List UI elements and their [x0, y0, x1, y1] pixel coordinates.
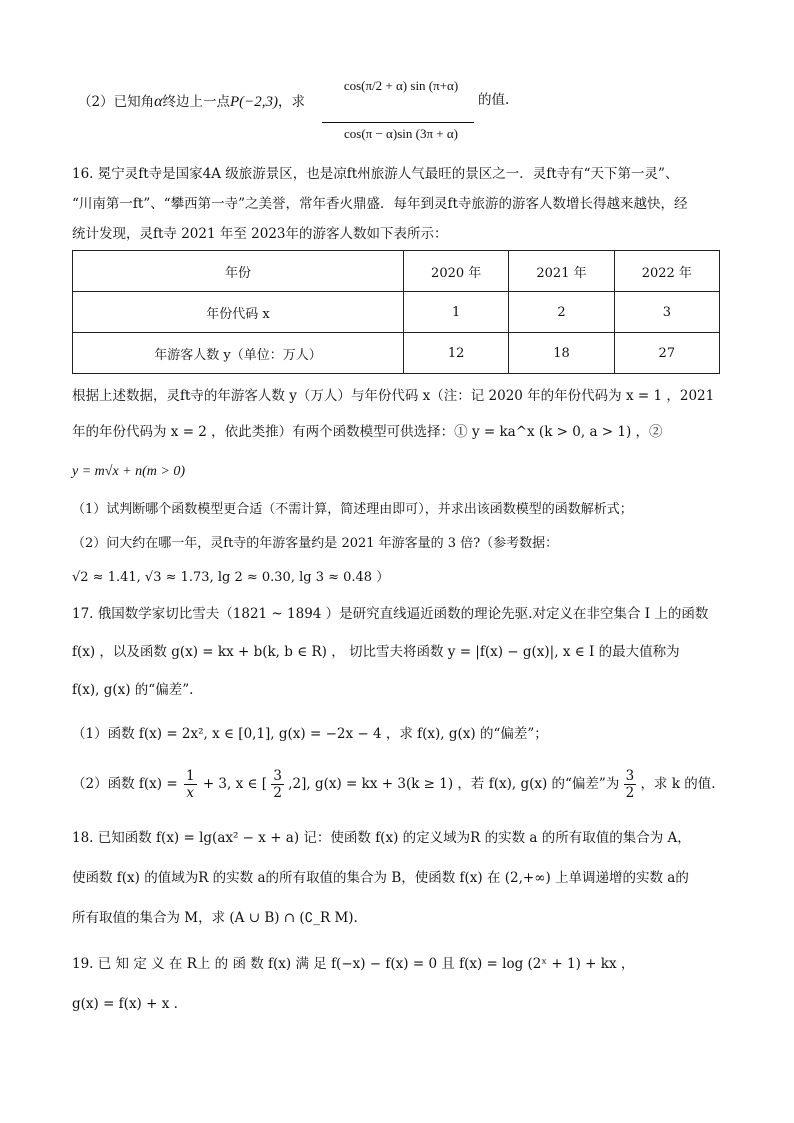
p18-line3: 所有取值的集合为 M，求 (A ∪ B) ∩ (∁_R M).: [72, 910, 358, 926]
p16-q2: （2）问大约在哪一年，灵ft寺的年游客量约是 2021 年游客量的 3 倍?（参考数据：: [72, 536, 559, 551]
p15-fraction-bar: [322, 122, 474, 123]
p17-frac-1-over-x: [184, 768, 197, 801]
table-cell: 12: [404, 333, 509, 374]
p17-q2-part-c: ,2], g(x) = kx + 3(k ≥ 1) ，若 f(x), g(x) 的“偏差”为: [288, 776, 620, 793]
table-cell: 2020 年: [404, 251, 509, 292]
p15-ask: ，求: [278, 94, 306, 110]
p19-line1: 19. 已 知 定 义 在 R上 的 函 数 f(x) 满 足 f(−x) − f(x) = 0 且 f(x) = log (2ˣ + 1) + kx ，: [72, 956, 635, 972]
table-cell: 2021 年: [509, 251, 614, 292]
p17-q2-part-b: + 3, x ∈ [: [202, 776, 268, 793]
p18-line1: 18. 已知函数 f(x) = lg(ax² − x + a) 记：使函数 f(x) 的定义域为R 的实数 a 的所有取值的集合为 A，: [72, 830, 691, 846]
table-cell: 年份代码 x: [73, 292, 404, 333]
p17-q2-part-a: （2）函数 f(x) =: [72, 776, 178, 793]
p19-line2: g(x) = f(x) + x .: [72, 996, 178, 1012]
p15-numerator: cos(π/2 + α) sin (π+α): [343, 78, 459, 93]
p16-line1: 16. 冕宁灵ft寺是国家4A 级旅游景区，也是凉ft州旅游人气最旺的景区之一．灵ft寺有“天下第一灵”、: [72, 166, 679, 182]
point-p: P(−2,3): [230, 94, 279, 110]
alpha-symbol: α: [154, 93, 163, 110]
table-cell: 18: [509, 333, 614, 374]
p16-line2: “川南第一ft”、“攀西第一寺”之美誉，常年香火鼎盛．每年到灵ft寺旅游的游客人数增长得越来越快，经: [72, 196, 688, 212]
p15-suffix: 的值.: [478, 92, 510, 108]
p17-frac-3-over-2: [271, 768, 284, 801]
table-cell: 1: [404, 292, 509, 333]
table-cell: 3: [614, 292, 719, 333]
p16-after1: 根据上述数据，灵ft寺的年游客人数 y（万人）与年份代码 x（注：记 2020 年的年份代码为 x = 1 ，2021: [72, 388, 715, 404]
p16-ref: √2 ≈ 1.41, √3 ≈ 1.73, lg 2 ≈ 0.30, lg 3 ≈ 0.48 ）: [72, 570, 390, 585]
table-row: [73, 251, 720, 292]
p17-line3: f(x), g(x) 的“偏差”.: [72, 682, 194, 698]
p16-after3: y = m√x + n(m > 0): [72, 464, 185, 479]
p17-line1: 17. 俄国数学家切比雪夫（1821 ~ 1894 ）是研究直线逼近函数的理论先驱.对定义在非空集合 I 上的函数: [72, 606, 709, 622]
table-cell: 2022 年: [614, 251, 719, 292]
p17-q2-part-d: ，求 k 的值.: [640, 776, 716, 793]
p18-line2: 使函数 f(x) 的值域为R 的实数 a的所有取值的集合为 B，使函数 f(x) 在 (2,+∞) 上单调递增的实数 a的: [72, 870, 689, 886]
p16-after2: 年的年份代码为 x = 2 ，依此类推）有两个函数模型可供选择：① y = ka^x (k > 0, a > 1) ，②: [72, 424, 663, 440]
p17-q1: （1）函数 f(x) = 2x², x ∈ [0,1], g(x) = −2x − 4 ，求 f(x), g(x) 的“偏差”；: [72, 726, 548, 742]
p17-q2: [72, 768, 716, 801]
table-cell: 2: [509, 292, 614, 333]
table-cell: 年份: [73, 251, 404, 292]
frac-numerator: 3: [625, 768, 635, 784]
p16-line3: 统计发现，灵ft寺 2021 年至 2023年的游客人数如下表所示：: [72, 226, 448, 242]
frac-denominator: 2: [625, 785, 635, 802]
frac-denominator: x: [186, 785, 195, 802]
p15-denominator: cos(π − α)sin (3π + α): [344, 126, 458, 141]
p15-mid: 终边上一点: [162, 94, 230, 110]
table-row: [73, 333, 720, 374]
table-cell: 年游客人数 y（单位：万人）: [73, 333, 404, 374]
table-row: [73, 292, 720, 333]
tourist-table: [72, 250, 720, 374]
p16-q1: （1）试判断哪个函数模型更合适（不需计算，简述理由即可），并求出该函数模型的函数解析式；: [72, 502, 633, 517]
frac-denominator: 2: [273, 785, 282, 802]
p17-line2: f(x) ，以及函数 g(x) = kx + b(k, b ∈ R) ， 切比雪夫将函数 y = |f(x) − g(x)|, x ∈ I 的最大值称为: [72, 644, 680, 660]
p15-prefix: （2）已知角: [78, 94, 155, 110]
p17-deviation-frac: [624, 768, 637, 801]
p15-part2: [78, 92, 305, 111]
frac-numerator: 1: [185, 768, 195, 784]
frac-numerator: 3: [273, 768, 282, 784]
table-cell: 27: [614, 333, 719, 374]
